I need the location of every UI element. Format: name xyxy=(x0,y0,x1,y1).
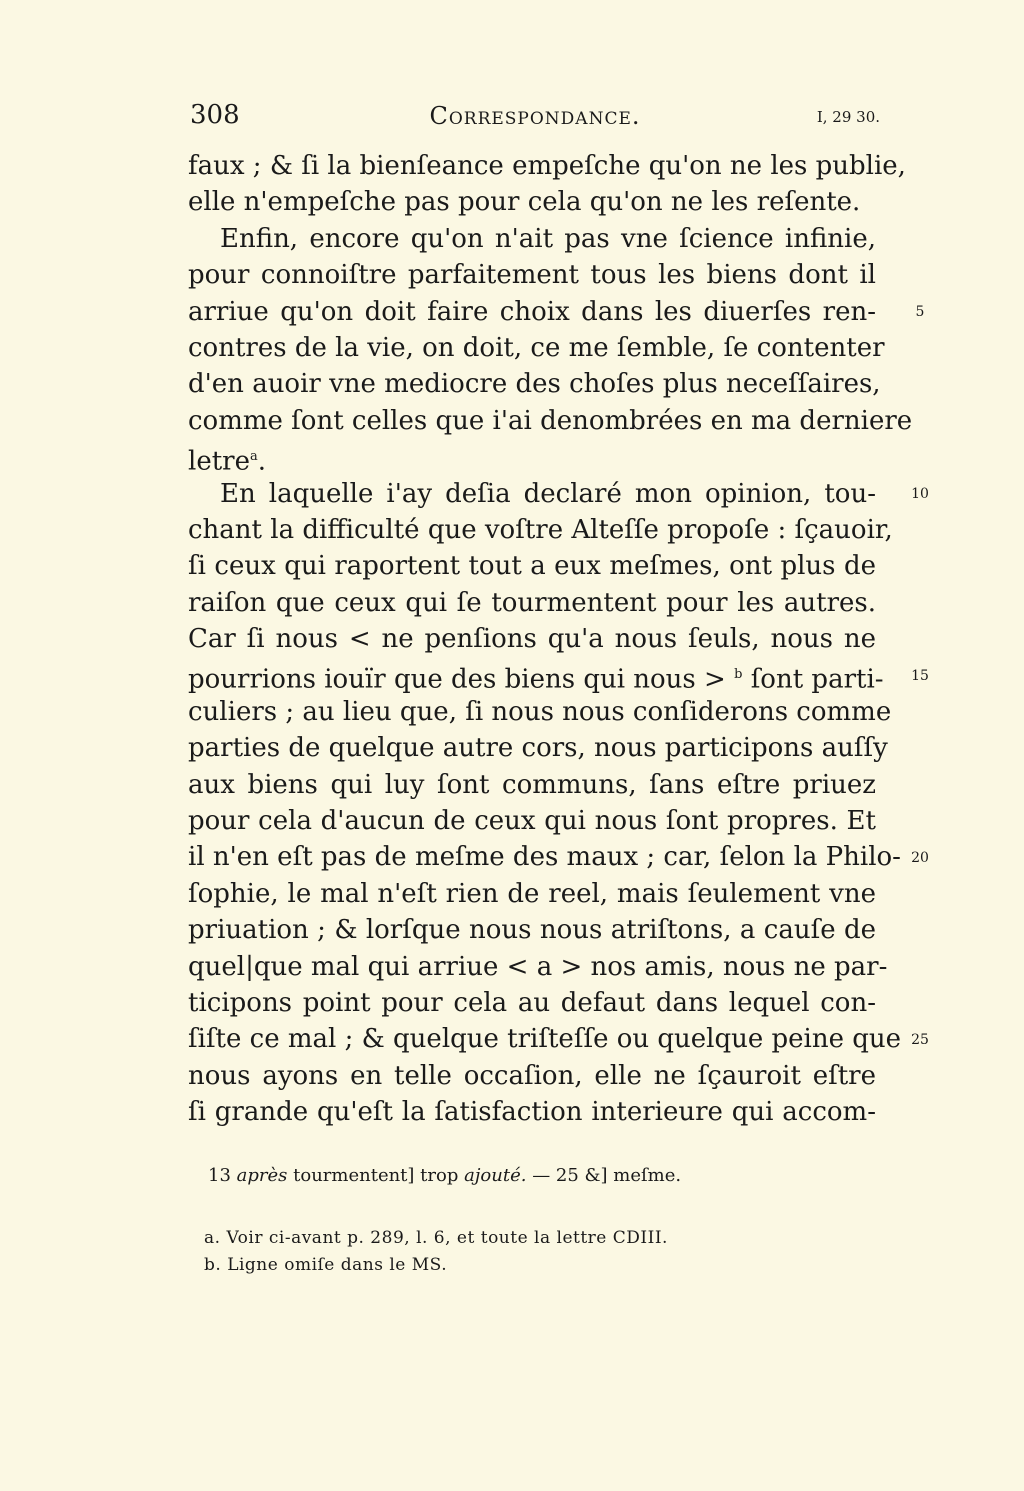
text-line: pour connoiſtre parfaitement tous les biens dont il xyxy=(188,260,876,291)
running-title: Correspondance. xyxy=(429,102,641,130)
note-ref-a: a xyxy=(249,449,258,465)
text-line: En laquelle i'ay deſia declaré mon opinion, tou- xyxy=(220,478,876,509)
text-line: quel|que mal qui arriue < a > nos amis, nous ne par- xyxy=(188,951,888,982)
text-line: Enfin, encore qu'on n'ait pas vne ſcience infinie, xyxy=(220,223,876,254)
text-fragment: . xyxy=(257,446,266,477)
line-number: 5 xyxy=(915,304,925,320)
text-line: elle n'empeſche pas pour cela qu'on ne les reſente. xyxy=(188,187,861,218)
text-line xyxy=(188,439,876,475)
text-line: raiſon que ceux qui ſe tourmentent pour les autres. xyxy=(188,587,876,618)
text-line: faux ; & ſi la bienſeance empeſche qu'on ne les publie, xyxy=(188,151,906,181)
note-ref-b: b xyxy=(734,667,743,683)
running-header xyxy=(190,100,880,134)
line-number: 15 xyxy=(911,668,929,684)
text-line: ticipons point pour cela au defaut dans lequel con- xyxy=(188,987,876,1018)
text-fragment: letre xyxy=(188,446,250,477)
text-line: parties de quelque autre cors, nous participons auſſy xyxy=(188,733,888,764)
text-line: Car ſi nous < ne penſions qu'a nous ſeuls, nous ne xyxy=(188,624,876,655)
text-line: ſiſte ce mal ; & quelque triſteſſe ou quelque peine que xyxy=(188,1024,902,1055)
text-line: il n'en eſt pas de meſme des maux ; car, ſelon la Philo- xyxy=(188,842,901,873)
text-line: aux biens qui luy ſont communs, ſans eſtre priuez xyxy=(188,769,876,800)
volume-reference: I, 29 30. xyxy=(816,108,880,126)
line-number: 25 xyxy=(911,1032,929,1048)
page-number: 308 xyxy=(190,100,240,130)
text-line xyxy=(188,657,884,696)
text-line: pour cela d'aucun de ceux qui nous ſont propres. Et xyxy=(188,806,876,837)
apparatus-italic: ajouté. xyxy=(464,1165,527,1186)
text-line: comme ſont celles que i'ai denombrées en ma derniere xyxy=(188,405,913,436)
text-line: contres de la vie, on doit, ce me ſemble, ſe contenter xyxy=(188,332,885,363)
footnotes xyxy=(204,1225,668,1279)
text-line: ſi grande qu'eſt la ſatisfaction interieure qui accom- xyxy=(188,1097,876,1128)
footnote: a. Voir ci-avant p. 289, l. 6, et toute la lettre CDIII. xyxy=(204,1228,668,1248)
apparatus-text: 13 xyxy=(208,1165,231,1186)
text-line: d'en auoir vne mediocre des choſes plus neceſſaires, xyxy=(188,369,881,400)
text-line: ſi ceux qui raportent tout a eux meſmes, ont plus de xyxy=(188,551,876,582)
line-number: 20 xyxy=(911,850,929,866)
apparatus-italic: après xyxy=(236,1165,288,1186)
text-line: culiers ; au lieu que, ſi nous nous conſiderons comme xyxy=(188,696,892,727)
critical-apparatus xyxy=(208,1165,681,1186)
text-line: ſophie, le mal n'eſt rien de reel, mais ſeulement vne xyxy=(188,878,876,909)
main-text xyxy=(188,148,913,1131)
text-line: nous ayons en telle occaſion, elle ne ſçauroit eſtre xyxy=(188,1060,876,1091)
text-line: priuation ; & lorſque nous nous atriſtons, a cauſe de xyxy=(188,915,876,946)
apparatus-text: — 25 &] meſme. xyxy=(532,1165,682,1186)
text-line: arriue qu'on doit faire choix dans les diuerſes ren- xyxy=(188,296,876,327)
text-line: chant la difficulté que voſtre Alteſſe propoſe : ſçauoir, xyxy=(188,514,893,545)
text-fragment: ſont parti- xyxy=(750,665,884,696)
line-number: 10 xyxy=(911,486,929,502)
text-fragment: pourrions iouïr que des biens qui nous > xyxy=(188,665,726,696)
apparatus-text: tourmentent] trop xyxy=(293,1165,459,1186)
footnote: b. Ligne omiſe dans le MS. xyxy=(204,1255,448,1275)
